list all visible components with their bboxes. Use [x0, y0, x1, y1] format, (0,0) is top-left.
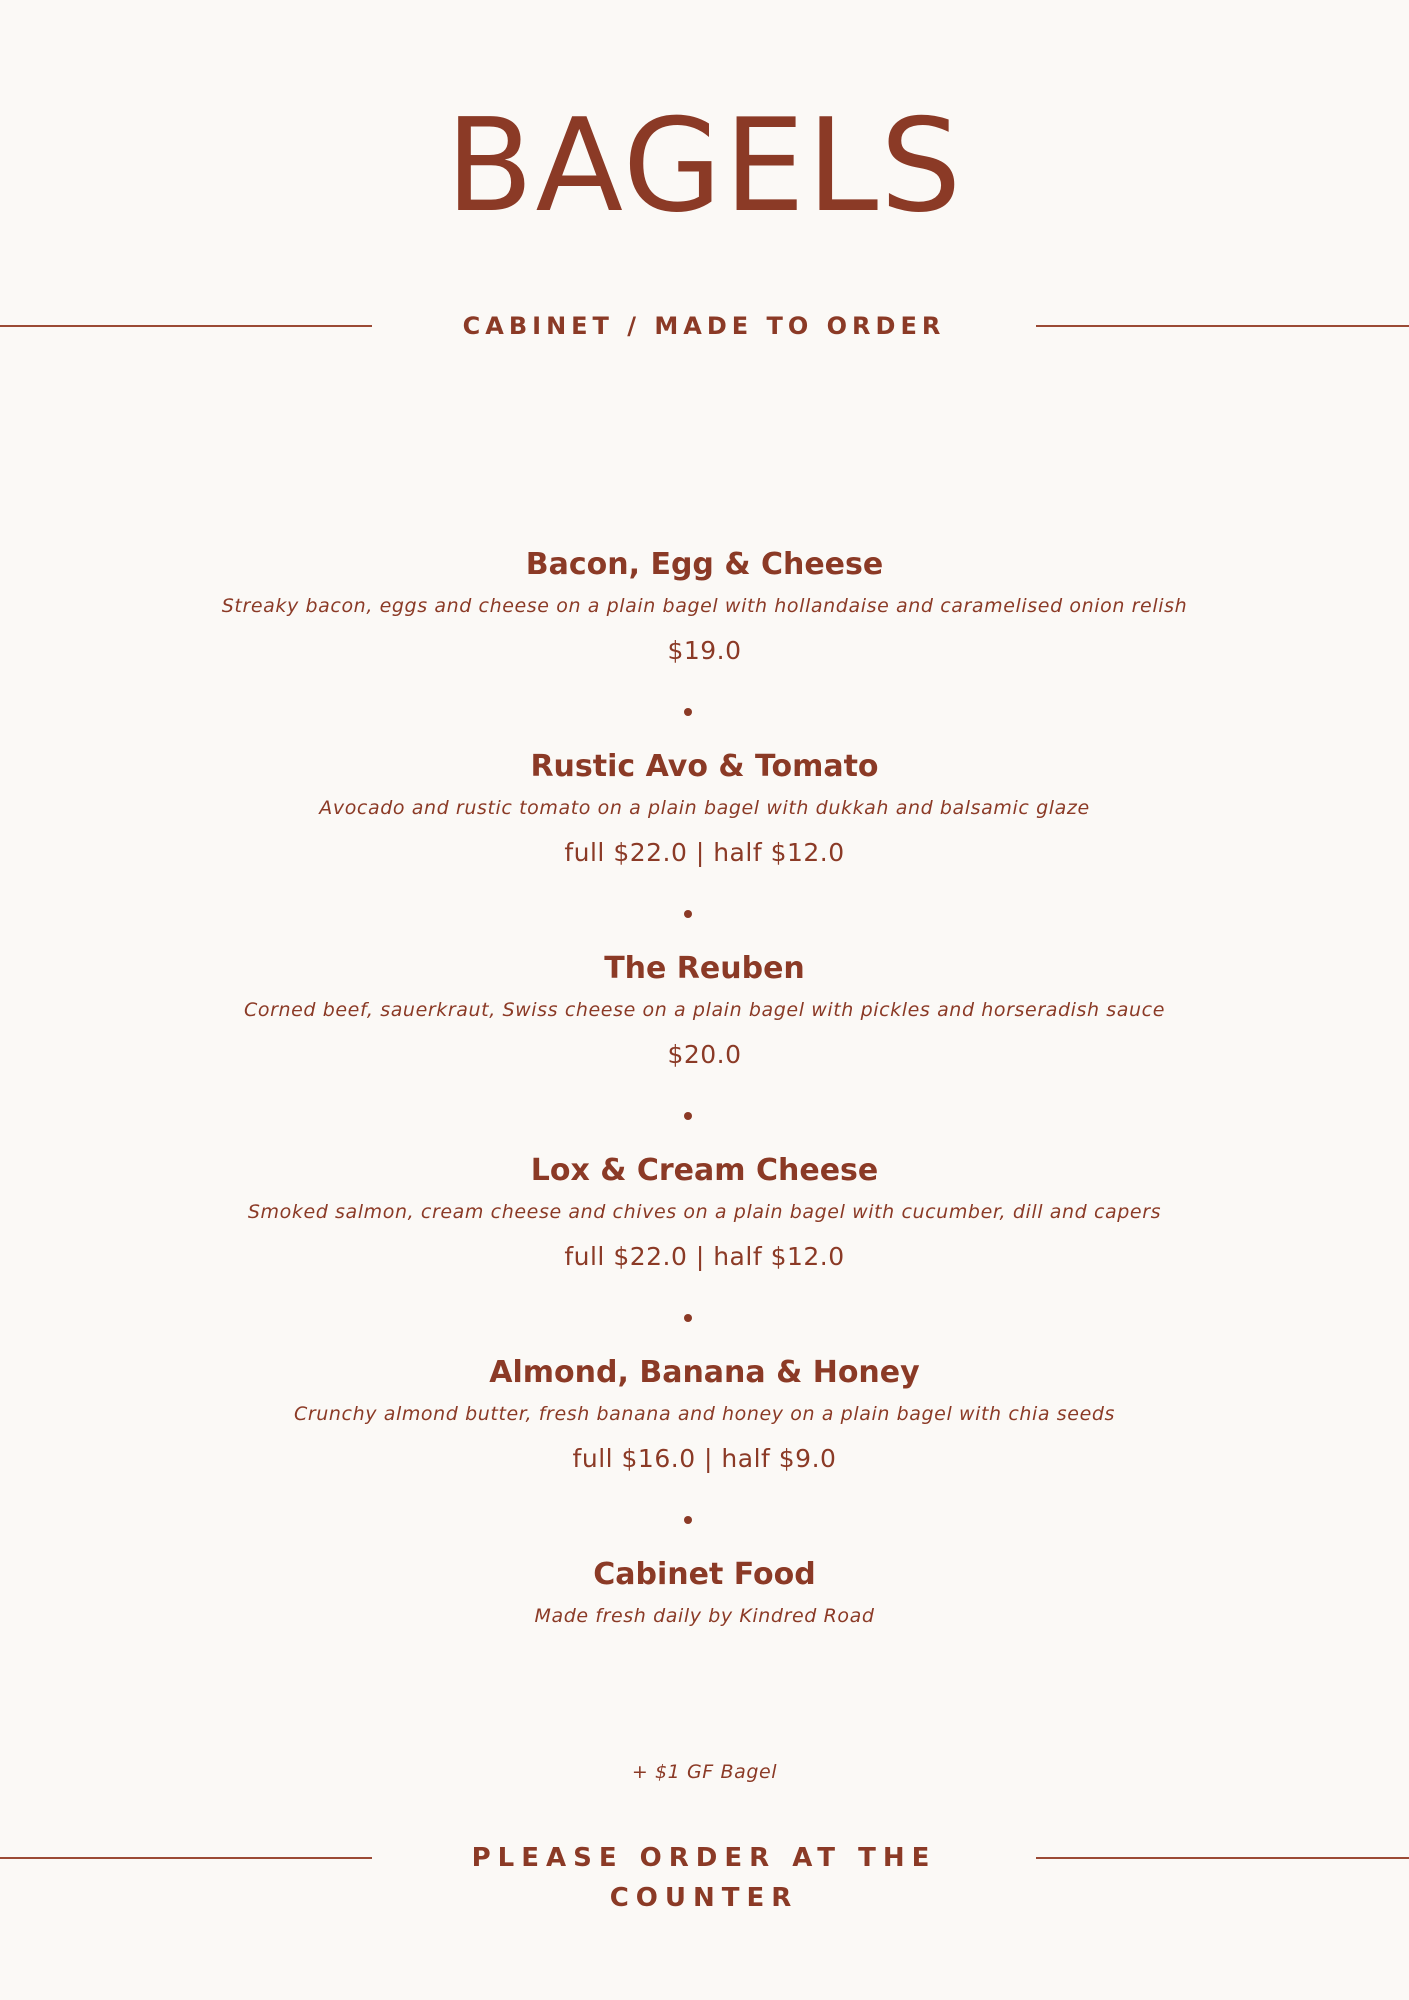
separator-dot: [684, 708, 692, 716]
item-description: Made fresh daily by Kindred Road: [534, 1605, 875, 1627]
item-name: Cabinet Food: [593, 1557, 816, 1592]
menu-item: [0, 1550, 1409, 1752]
item-description: Smoked salmon, cream cheese and chives on a plain bagel with cucumber, dill and capers: [247, 1201, 1162, 1223]
divider-left: [0, 1857, 372, 1859]
item-price: $19.0: [667, 636, 742, 665]
divider-right: [1036, 1857, 1409, 1859]
item-name: Almond, Banana & Honey: [489, 1355, 920, 1390]
item-price: full $22.0 | half $12.0: [564, 1242, 845, 1271]
menu-list: [0, 540, 1409, 1752]
item-price: full $16.0 | half $9.0: [572, 1444, 837, 1473]
footer-label: PLEASE ORDER AT THE COUNTER: [471, 1843, 937, 1913]
menu-item: [0, 944, 1409, 1146]
item-description: Streaky bacon, eggs and cheese on a plain bagel with hollandaise and caramelised onion relish: [221, 595, 1188, 617]
page-title: BAGELS: [445, 92, 964, 241]
divider-right: [1036, 325, 1409, 327]
item-price: full $22.0 | half $12.0: [564, 838, 845, 867]
menu-item: [0, 540, 1409, 742]
separator-dot: [684, 1516, 692, 1524]
separator-dot: [684, 910, 692, 918]
divider-left: [0, 325, 372, 327]
item-description: Crunchy almond butter, fresh banana and honey on a plain bagel with chia seeds: [293, 1403, 1116, 1425]
separator-dot: [684, 1314, 692, 1322]
item-name: Rustic Avo & Tomato: [530, 749, 879, 784]
subtitle: CABINET / MADE TO ORDER: [462, 312, 946, 340]
gf-note: + $1 GF Bagel: [631, 1761, 778, 1783]
item-name: The Reuben: [604, 951, 805, 986]
item-description: Corned beef, sauerkraut, Swiss cheese on a plain bagel with pickles and horseradish sauce: [243, 999, 1166, 1021]
item-name: Lox & Cream Cheese: [530, 1153, 879, 1188]
menu-item: [0, 1146, 1409, 1348]
item-description: Avocado and rustic tomato on a plain bagel with dukkah and balsamic glaze: [319, 797, 1090, 819]
item-price: $20.0: [667, 1040, 742, 1069]
footer-row: [0, 1838, 1409, 1913]
menu-item: [0, 742, 1409, 944]
subtitle-row: [0, 306, 1409, 346]
menu-item: [0, 1348, 1409, 1550]
item-name: Bacon, Egg & Cheese: [525, 547, 884, 582]
separator-dot: [684, 1112, 692, 1120]
